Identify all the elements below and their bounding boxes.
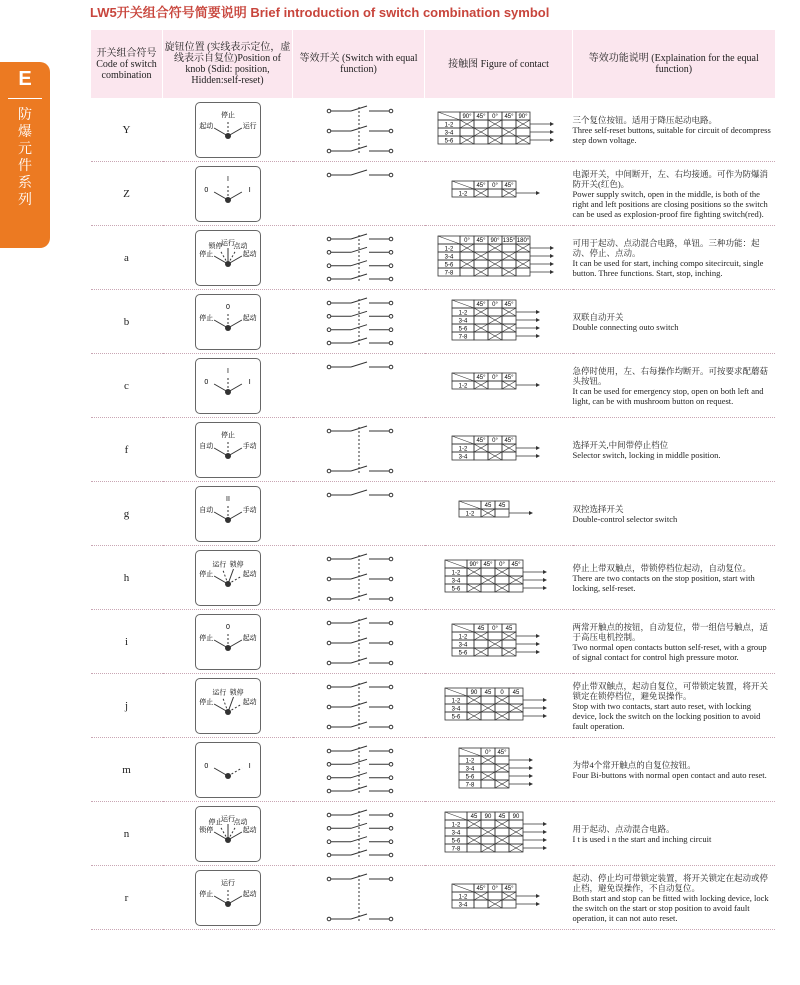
contact-angle-label: 45	[498, 813, 505, 820]
table-row	[91, 546, 775, 610]
explanation-en: Both start and stop can be fitted with locking device, lock the switch on the start or stop position to avoid fault operation, it can not auto reset.	[572, 892, 769, 923]
page-title: LW5开关组合符号简要说明 Brief introduction of switch combination symbol	[90, 5, 550, 20]
knob-position-label: 0	[203, 186, 208, 194]
knob-svg	[196, 167, 260, 221]
contact-angle-label: 90	[484, 813, 491, 820]
contact-angle-label: 45°	[482, 561, 493, 568]
contact-angle-label: 90	[512, 813, 519, 820]
knob-cell	[163, 546, 293, 610]
explanation-cell	[573, 226, 775, 290]
combination-code: n	[91, 802, 163, 866]
knob-position-label: 起动	[198, 122, 213, 130]
knob-position-label: 0	[225, 623, 230, 631]
contact-angle-label: 45	[484, 502, 491, 509]
table-row	[91, 610, 775, 674]
contact-pair-label: 7-8	[465, 782, 474, 788]
explanation-cn: 两常开触点的按钮，自动复位，带一组信号触点，适于高压电机控制。	[572, 621, 769, 642]
contact-pair-label: 3-4	[458, 318, 467, 324]
contact-figure	[457, 499, 541, 529]
knob-diagram	[195, 870, 261, 926]
contact-pair-label: 1-2	[444, 246, 453, 252]
contact-cell	[425, 354, 573, 418]
contact-pair-label: 5-6	[458, 650, 467, 656]
explanation-cell	[573, 546, 775, 610]
switch-cell	[293, 354, 425, 418]
knob-diagram	[195, 294, 261, 350]
contact-pair-label: 1-2	[465, 758, 474, 764]
knob-svg	[196, 423, 260, 477]
knob-position-label: 锁停	[229, 560, 244, 568]
combination-code: h	[91, 546, 163, 610]
contact-angle-label: 180°	[516, 237, 529, 244]
explanation-cn: 三个复位按钮。适用于降压起动电路。	[572, 114, 718, 125]
contact-angle-label: 45°	[475, 237, 486, 244]
knob-position-label: 运行	[242, 122, 257, 130]
knob-diagram	[195, 486, 261, 542]
knob-cell	[163, 482, 293, 546]
explanation-en: Three self-reset buttons, suitable for circuit of decompress step down voltage.	[572, 124, 771, 145]
knob-position-label: 锁停	[198, 826, 213, 834]
contact-figure	[443, 810, 555, 858]
contact-pair-label: 3-4	[444, 130, 453, 136]
contact-pair-label: 1-2	[458, 894, 467, 900]
contact-figure	[443, 686, 555, 726]
explanation-cn: 为带4个常开触点的自复位按钮。	[572, 759, 696, 770]
contact-angle-label: 0°	[491, 625, 498, 632]
contact-angle-label: 45°	[475, 113, 486, 120]
knob-svg	[196, 295, 260, 349]
switch-symbol-table	[90, 30, 775, 930]
header-knob: 旋钮位置 (实线表示定位，虚线表示自复位)Position of knob (Sdid: position, Hidden:self-reset)	[163, 30, 293, 98]
contact-angle-label: 45°	[475, 437, 486, 444]
explanation-cell	[573, 674, 775, 738]
contact-figure	[450, 371, 548, 401]
section-label: 防爆元件系列	[18, 106, 32, 207]
explanation-cell	[573, 418, 775, 482]
contact-angle-label: 0°	[491, 885, 498, 892]
contact-angle-label: 45°	[475, 182, 486, 189]
combination-code: Z	[91, 162, 163, 226]
header-switch: 等效开关 (Switch with equal function)	[293, 30, 425, 98]
knob-position-label: 起动	[242, 826, 257, 834]
contact-figure	[436, 234, 562, 282]
equivalent-switch-diagram	[309, 613, 409, 671]
table-row	[91, 866, 775, 930]
contact-pair-label: 5-6	[444, 138, 453, 144]
switch-cell	[293, 226, 425, 290]
knob-position-label: 点动	[233, 818, 247, 826]
explanation-en: I t is used i n the start and inching circuit	[572, 833, 712, 844]
knob-position-label: 停止	[220, 431, 235, 439]
contact-angle-label: 45°	[475, 374, 486, 381]
equivalent-switch-diagram	[309, 741, 409, 799]
contact-cell	[425, 98, 573, 162]
explanation-en: Stop with two contacts, start auto reset, with locking device, lock the switch on the locking position to avoid fault operation.	[572, 700, 761, 731]
knob-svg	[196, 743, 260, 797]
combination-code: c	[91, 354, 163, 418]
explanation-cell	[573, 802, 775, 866]
contact-figure	[450, 622, 548, 662]
equivalent-switch-diagram	[309, 485, 409, 543]
knob-position-label: 点动	[233, 242, 247, 250]
knob-position-label: 起动	[242, 314, 257, 322]
explanation-en: It can be used for start, inching compo sitecircuit, single button. Three functions. Start, stop, inching.	[572, 257, 764, 278]
switch-cell	[293, 866, 425, 930]
knob-cell	[163, 226, 293, 290]
combination-code: b	[91, 290, 163, 354]
knob-svg	[196, 615, 260, 669]
knob-diagram	[195, 678, 261, 734]
knob-position-label: 自动	[198, 442, 213, 450]
contact-angle-label: 45	[484, 689, 491, 696]
table-header-row	[91, 30, 775, 98]
contact-angle-label: 45	[512, 689, 519, 696]
knob-position-label: I	[226, 367, 229, 375]
switch-cell	[293, 802, 425, 866]
knob-cell	[163, 418, 293, 482]
knob-cell	[163, 98, 293, 162]
contact-figure	[436, 110, 562, 150]
knob-svg	[196, 679, 260, 733]
knob-position-label: I	[248, 186, 251, 194]
knob-diagram	[195, 230, 261, 286]
contact-angle-label: 90°	[517, 113, 528, 120]
contact-pair-label: 1-2	[458, 191, 467, 197]
knob-position-label: 自动	[198, 506, 213, 514]
table-row	[91, 674, 775, 738]
switch-cell	[293, 738, 425, 802]
explanation-cell	[573, 98, 775, 162]
switch-cell	[293, 674, 425, 738]
combination-code: a	[91, 226, 163, 290]
contact-pair-label: 1-2	[458, 310, 467, 316]
knob-position-label: 运行	[220, 879, 235, 887]
contact-angle-label: 45°	[475, 885, 486, 892]
contact-pair-label: 5-6	[451, 838, 460, 844]
knob-diagram	[195, 806, 261, 862]
contact-pair-label: 1-2	[444, 122, 453, 128]
explanation-cn: 电源开关，中间断开，左、右均接通。可作为防爆消防开关(红色)。	[572, 168, 769, 189]
knob-svg	[196, 231, 260, 285]
knob-cell	[163, 738, 293, 802]
explanation-cn: 停止上带双触点，带锁停档位起动，自动复位。	[572, 562, 752, 573]
contact-angle-label: 45°	[503, 437, 514, 444]
explanation-cell	[573, 354, 775, 418]
switch-cell	[293, 98, 425, 162]
knob-cell	[163, 162, 293, 226]
knob-position-label: 0	[203, 378, 208, 386]
contact-pair-label: 7-8	[458, 334, 467, 340]
contact-pair-label: 3-4	[451, 830, 460, 836]
contact-cell	[425, 482, 573, 546]
equivalent-switch-diagram	[309, 869, 409, 927]
contact-pair-label: 5-6	[458, 326, 467, 332]
table-row	[91, 354, 775, 418]
knob-diagram	[195, 550, 261, 606]
explanation-en: Double connecting outo switch	[572, 321, 679, 332]
knob-svg	[196, 807, 260, 861]
contact-figure	[450, 434, 548, 466]
contact-pair-label: 3-4	[465, 766, 474, 772]
explanation-cell	[573, 482, 775, 546]
contact-angle-label: 45°	[503, 113, 514, 120]
explanation-cn: 起动、停止均可带锁定装置，将开关锁定在起动或停止档，避免误操作，不自动复位。	[572, 872, 769, 893]
equivalent-switch-diagram	[309, 165, 409, 223]
switch-cell	[293, 162, 425, 226]
knob-position-label: 起动	[242, 890, 257, 898]
knob-diagram	[195, 614, 261, 670]
contact-pair-label: 1-2	[458, 383, 467, 389]
contact-angle-label: 0°	[491, 301, 498, 308]
contact-cell	[425, 418, 573, 482]
explanation-en: Four Bi-buttons with normal open contact and auto reset.	[572, 769, 767, 780]
knob-position-label: 手动	[242, 506, 257, 514]
switch-cell	[293, 290, 425, 354]
contact-cell	[425, 226, 573, 290]
contact-pair-label: 5-6	[444, 262, 453, 268]
knob-position-label: 停止	[198, 250, 213, 258]
contact-angle-label: 0°	[484, 749, 491, 756]
knob-position-label: 运行	[220, 239, 235, 247]
contact-cell	[425, 674, 573, 738]
contact-angle-label: 0°	[498, 561, 505, 568]
knob-svg	[196, 487, 260, 541]
contact-angle-label: 90°	[489, 237, 500, 244]
equivalent-switch-diagram	[309, 805, 409, 863]
explanation-en: It can be used for emergency stop, open on both left and light, can be with mushroom button on request.	[572, 385, 764, 406]
knob-svg	[196, 103, 260, 157]
contact-pair-label: 1-2	[458, 634, 467, 640]
contact-cell	[425, 738, 573, 802]
explanation-cell	[573, 290, 775, 354]
knob-position-label: II	[225, 495, 230, 503]
contact-angle-label: 0°	[491, 182, 498, 189]
contact-angle-label: 45°	[503, 182, 514, 189]
contact-angle-label: 135°	[502, 237, 515, 244]
knob-position-label: 停止	[220, 111, 235, 119]
knob-position-label: 停止	[198, 634, 213, 642]
contact-pair-label: 3-4	[451, 578, 460, 584]
contact-cell	[425, 610, 573, 674]
contact-angle-label: 45°	[503, 885, 514, 892]
explanation-en: Power supply switch, open in the middle, is both of the right and left positions are closing positions so the switch can be used as explosion-proof fire fighting switch(red).	[572, 188, 768, 219]
knob-diagram	[195, 166, 261, 222]
knob-position-label: 停止	[198, 314, 213, 322]
contact-pair-label: 3-4	[451, 706, 460, 712]
contact-angle-label: 45°	[503, 374, 514, 381]
knob-cell	[163, 610, 293, 674]
explanation-cell	[573, 610, 775, 674]
contact-angle-label: 45°	[503, 301, 514, 308]
header-contact: 接触图 Figure of contact	[425, 30, 573, 98]
header-code: 开关组合符号 Code of switch combination	[91, 30, 163, 98]
explanation-cn: 急停时使用，左、右每操作均断开。可按要求配蘑菇头按钮。	[572, 365, 769, 386]
contact-angle-label: 0°	[463, 237, 470, 244]
knob-cell	[163, 674, 293, 738]
switch-cell	[293, 610, 425, 674]
contact-angle-label: 45°	[475, 301, 486, 308]
knob-svg	[196, 551, 260, 605]
contact-angle-label: 45	[470, 813, 477, 820]
knob-diagram	[195, 358, 261, 414]
contact-angle-label: 0°	[491, 374, 498, 381]
switch-cell	[293, 546, 425, 610]
knob-cell	[163, 866, 293, 930]
knob-position-label: I	[248, 378, 251, 386]
combination-code: m	[91, 738, 163, 802]
table-row	[91, 290, 775, 354]
contact-angle-label: 90°	[461, 113, 472, 120]
section-letter: E	[18, 68, 32, 90]
contact-angle-label: 0°	[491, 437, 498, 444]
equivalent-switch-diagram	[309, 229, 409, 287]
knob-svg	[196, 871, 260, 925]
contact-angle-label: 90°	[468, 561, 479, 568]
table-row	[91, 482, 775, 546]
contact-pair-label: 1-2	[458, 446, 467, 452]
explanation-cn: 停止带双触点，起动自复位，可带锁定装置，将开关锁定在锁停档位，避免误操作。	[572, 680, 769, 701]
contact-figure	[450, 882, 548, 914]
equivalent-switch-diagram	[309, 549, 409, 607]
explanation-cn: 可用于起动、点动混合电路，单钮。三种功能：起动、停止、点动。	[572, 237, 760, 258]
combination-code: i	[91, 610, 163, 674]
contact-pair-label: 5-6	[451, 586, 460, 592]
knob-position-label: 运行	[211, 688, 226, 696]
table-row	[91, 418, 775, 482]
switch-cell	[293, 418, 425, 482]
combination-code: j	[91, 674, 163, 738]
knob-position-label: 手动	[242, 442, 257, 450]
table-row	[91, 738, 775, 802]
combination-code: f	[91, 418, 163, 482]
knob-position-label: 锁停	[208, 242, 222, 250]
knob-svg	[196, 359, 260, 413]
contact-angle-label: 45	[498, 502, 505, 509]
knob-position-label: 0	[203, 762, 208, 770]
explanation-en: Selector switch, locking in middle position.	[572, 449, 721, 460]
section-tab	[0, 62, 50, 248]
equivalent-switch-diagram	[309, 293, 409, 351]
table-row	[91, 802, 775, 866]
explanation-cell	[573, 866, 775, 930]
knob-cell	[163, 290, 293, 354]
contact-figure	[450, 298, 548, 346]
contact-pair-label: 3-4	[458, 454, 467, 460]
contact-angle-label: 45°	[510, 561, 521, 568]
contact-pair-label: 1-2	[451, 698, 460, 704]
equivalent-switch-diagram	[309, 421, 409, 479]
contact-pair-label: 1-2	[451, 570, 460, 576]
contact-cell	[425, 802, 573, 866]
knob-diagram	[195, 742, 261, 798]
contact-cell	[425, 546, 573, 610]
contact-cell	[425, 290, 573, 354]
contact-cell	[425, 162, 573, 226]
contact-figure	[457, 746, 541, 794]
explanation-en: Two normal open contacts button self-reset, with a group of signal contact for control high pressure motor.	[572, 641, 767, 662]
contact-figure	[450, 179, 548, 209]
contact-angle-label: 45°	[496, 749, 507, 756]
knob-position-label: 起动	[242, 570, 257, 578]
contact-angle-label: 90	[470, 689, 477, 696]
contact-pair-label: 1-2	[451, 822, 460, 828]
knob-diagram	[195, 102, 261, 158]
explanation-cn: 双控选择开关	[572, 503, 624, 514]
knob-position-label: 停止	[198, 570, 213, 578]
contact-pair-label: 3-4	[458, 902, 467, 908]
contact-pair-label: 7-8	[444, 270, 453, 276]
knob-position-label: 锁停	[229, 688, 244, 696]
contact-figure	[443, 558, 555, 598]
knob-position-label: 起动	[242, 634, 257, 642]
contact-pair-label: 7-8	[451, 846, 460, 852]
combination-code: g	[91, 482, 163, 546]
contact-pair-label: 1-2	[465, 511, 474, 517]
table-row	[91, 162, 775, 226]
knob-cell	[163, 802, 293, 866]
header-explain: 等效功能说明 (Explaination for the equal function)	[573, 30, 775, 98]
section-divider	[8, 98, 42, 99]
knob-position-label: I	[226, 175, 229, 183]
explanation-cn: 用于起动、点动混合电路。	[572, 823, 675, 834]
knob-position-label: 停止	[198, 890, 213, 898]
explanation-en: Double-control selector switch	[572, 513, 678, 524]
knob-position-label: 运行	[220, 815, 235, 823]
explanation-cell	[573, 162, 775, 226]
knob-position-label: 起动	[242, 250, 257, 258]
contact-angle-label: 0	[499, 689, 504, 696]
knob-position-label: I	[248, 762, 251, 770]
equivalent-switch-diagram	[309, 677, 409, 735]
contact-pair-label: 5-6	[451, 714, 460, 720]
table-row	[91, 98, 775, 162]
switch-cell	[293, 482, 425, 546]
combination-code: Y	[91, 98, 163, 162]
knob-diagram	[195, 422, 261, 478]
contact-pair-label: 3-4	[444, 254, 453, 260]
knob-position-label: 停止	[198, 698, 213, 706]
explanation-cell	[573, 738, 775, 802]
contact-pair-label: 5-6	[465, 774, 474, 780]
explanation-cn: 双联自动开关	[572, 311, 624, 322]
knob-cell	[163, 354, 293, 418]
contact-angle-label: 45	[505, 625, 512, 632]
knob-position-label: 停止	[208, 818, 222, 826]
table-row	[91, 226, 775, 290]
contact-angle-label: 45	[477, 625, 484, 632]
equivalent-switch-diagram	[309, 101, 409, 159]
contact-cell	[425, 866, 573, 930]
explanation-en: There are two contacts on the stop position, start with locking, self-reset.	[572, 572, 755, 593]
table-body	[91, 98, 775, 930]
explanation-cn: 选择开关,中间带停止档位	[572, 439, 669, 450]
contact-pair-label: 3-4	[458, 642, 467, 648]
knob-position-label: 起动	[242, 698, 257, 706]
equivalent-switch-diagram	[309, 357, 409, 415]
combination-code: r	[91, 866, 163, 930]
knob-position-label: 0	[225, 303, 230, 311]
knob-position-label: 运行	[211, 560, 226, 568]
contact-angle-label: 0°	[491, 113, 498, 120]
